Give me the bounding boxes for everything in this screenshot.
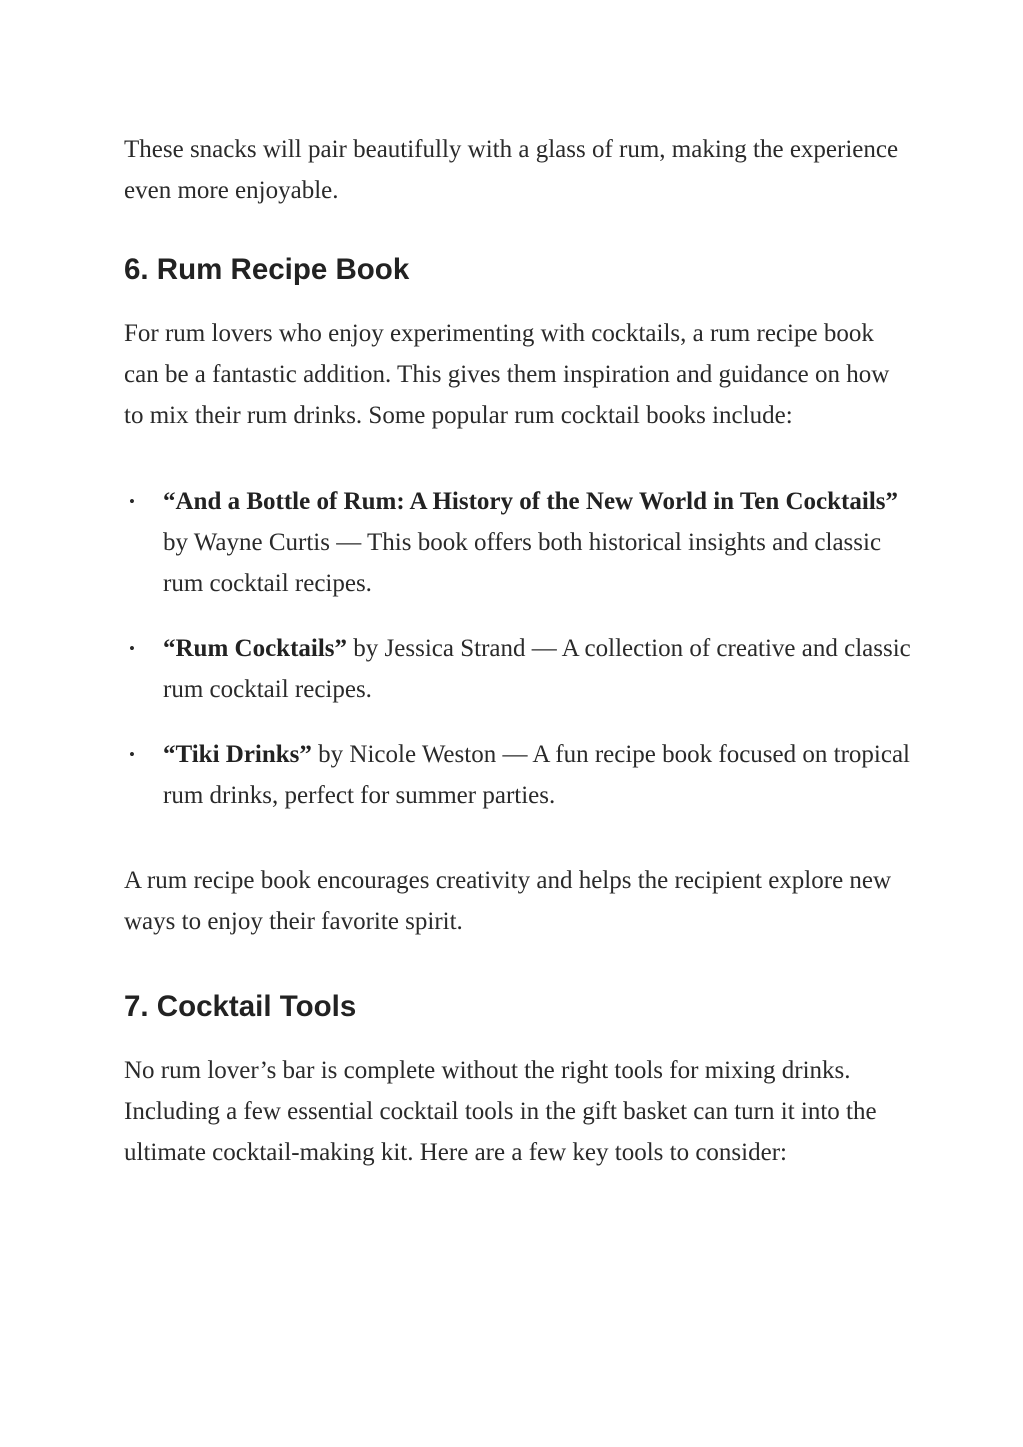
list-item — [124, 734, 914, 816]
bullet-icon: • — [129, 492, 135, 511]
bullet-icon: • — [129, 745, 135, 764]
section-7-heading: 7. Cocktail Tools — [124, 990, 357, 1023]
section-6-heading: 6. Rum Recipe Book — [124, 253, 410, 286]
intro-paragraph: These snacks will pair beautifully with a glass of rum, making the experience even more enjoyable. — [124, 136, 899, 204]
book-title: “Rum Cocktails” — [163, 635, 348, 662]
list-item — [124, 628, 914, 710]
list-item — [124, 481, 914, 604]
section-7-paragraph: No rum lover’s bar is complete without the right tools for mixing drinks. Including a few essential cocktail tools in the gift basket can turn it into the ultimate cocktail-making kit. Here are a few key tools to consider: — [124, 1057, 877, 1166]
book-list — [124, 481, 914, 816]
book-description: by Jessica Strand — A collection of creative and classic rum cocktail recipes. — [163, 635, 911, 703]
book-description: by Nicole Weston — A fun recipe book focused on tropical rum drinks, perfect for summer parties. — [163, 741, 910, 809]
book-title: “Tiki Drinks” — [163, 741, 312, 768]
section-6-closing-paragraph: A rum recipe book encourages creativity and helps the recipient explore new ways to enjoy their favorite spirit. — [124, 867, 892, 935]
bullet-icon: • — [129, 639, 135, 658]
article-body — [124, 129, 914, 1173]
section-6-paragraph: For rum lovers who enjoy experimenting with cocktails, a rum recipe book can be a fantastic addition. This gives them inspiration and guidance on how to mix their rum drinks. Some popular rum cocktail books include: — [124, 320, 890, 429]
book-title: “And a Bottle of Rum: A History of the New World in Ten Cocktails” — [163, 488, 898, 515]
book-description: by Wayne Curtis — This book offers both historical insights and classic rum cocktail recipes. — [163, 529, 882, 597]
